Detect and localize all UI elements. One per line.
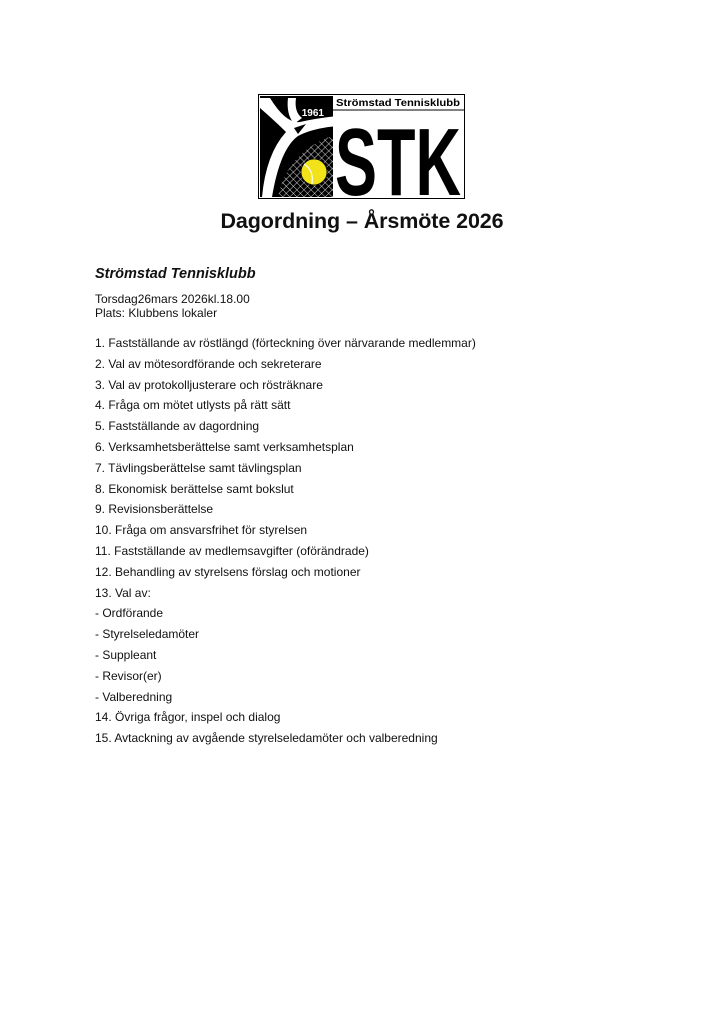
- agenda-item: 5. Fastställande av dagordning: [95, 419, 260, 434]
- agenda-item: 14. Övriga frågor, inspel och dialog: [95, 710, 281, 725]
- agenda-item: 11. Fastställande av medlemsavgifter (oförändrade): [95, 543, 369, 558]
- agenda-subitem: - Styrelseledamöter: [95, 627, 200, 642]
- agenda-subitem: - Suppleant: [95, 647, 157, 662]
- agenda-item: 3. Val av protokolljusterare och rösträknare: [95, 377, 323, 392]
- agenda-item: 4. Fråga om mötet utlysts på rätt sätt: [95, 398, 291, 413]
- logo-year: 1961: [301, 108, 324, 119]
- agenda-item: 15. Avtackning av avgående styrelseledamöter och valberedning: [95, 731, 438, 746]
- meeting-date: Torsdag26mars 2026kl.18.00: [95, 292, 250, 306]
- stk-logo-graphic: [258, 94, 465, 216]
- club-logo: [258, 94, 465, 216]
- document-title: Dagordning – Årsmöte 2026: [220, 209, 504, 233]
- agenda-item: 7. Tävlingsberättelse samt tävlingsplan: [95, 460, 302, 475]
- organization-name: Strömstad Tennisklubb: [95, 266, 256, 282]
- agenda-subitem: - Valberedning: [95, 689, 173, 704]
- meeting-place: Plats: Klubbens lokaler: [95, 306, 218, 320]
- agenda-item: 1. Fastställande av röstlängd (förteckning över närvarande medlemmar): [95, 336, 476, 350]
- agenda-list: [95, 336, 476, 752]
- tennis-ball-icon: [301, 159, 327, 185]
- logo-initials: STK: [335, 109, 461, 216]
- agenda-subitem: - Revisor(er): [95, 668, 162, 683]
- agenda-item: 13. Val av:: [95, 585, 151, 600]
- agenda-item: 9. Revisionsberättelse: [95, 502, 214, 517]
- agenda-item: 8. Ekonomisk berättelse samt bokslut: [95, 481, 294, 496]
- agenda-item: 2. Val av mötesordförande och sekreterare: [95, 356, 322, 371]
- agenda-subitem: - Ordförande: [95, 606, 164, 621]
- logo-club-name: Strömstad Tennisklubb: [336, 97, 460, 109]
- agenda-item: 12. Behandling av styrelsens förslag och motioner: [95, 564, 361, 579]
- agenda-item: 6. Verksamhetsberättelse samt verksamhetsplan: [95, 439, 354, 454]
- agenda-item: 10. Fråga om ansvarsfrihet för styrelsen: [95, 523, 308, 538]
